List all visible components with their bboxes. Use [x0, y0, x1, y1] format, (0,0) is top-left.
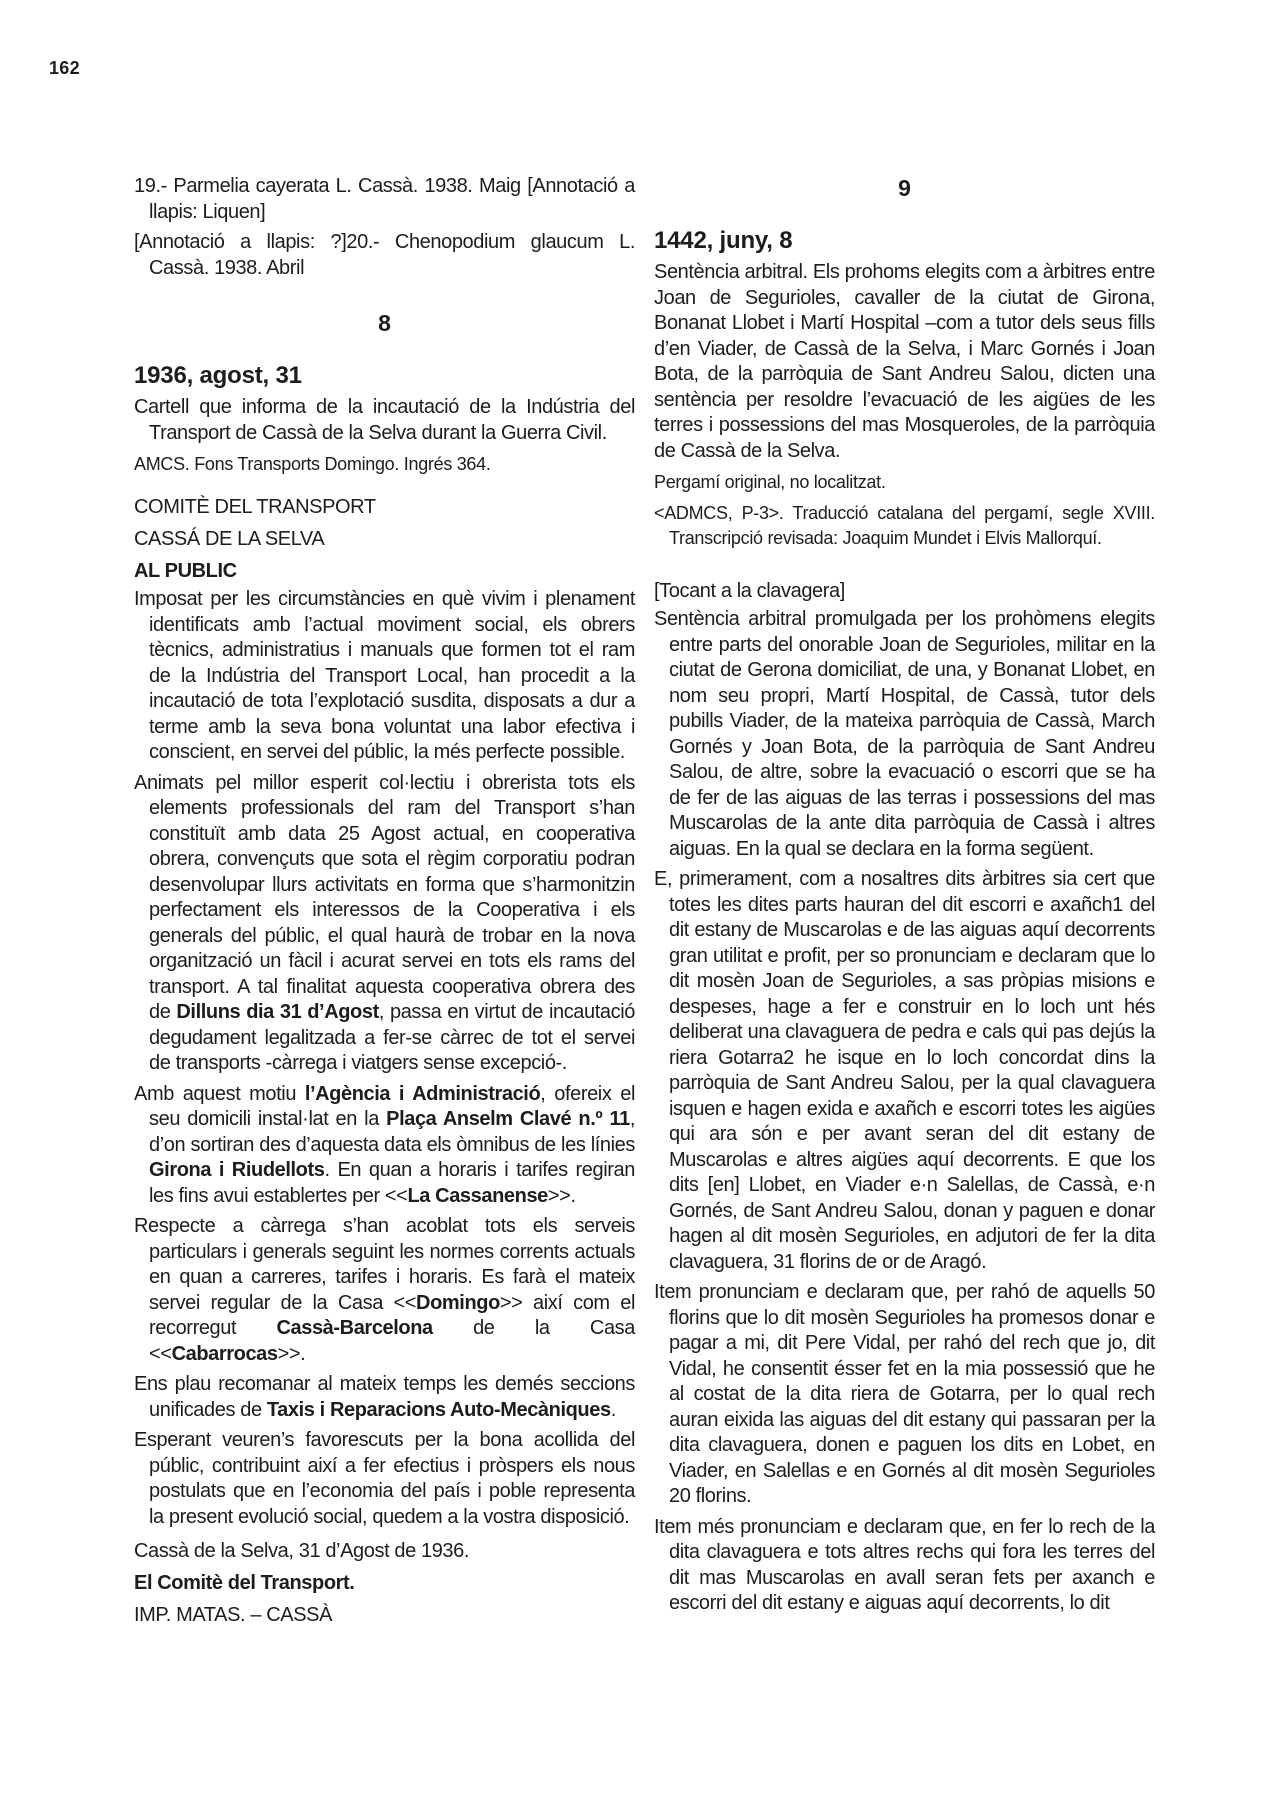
text-run: CASSÁ DE LA SELVA [134, 528, 325, 550]
text-run: Pergamí original, no localitzat. [654, 472, 886, 492]
document-line [134, 523, 635, 555]
paragraph [134, 1082, 635, 1210]
text-run: Cartell que informa de la incautació de la Indústria del Transport de Cassà de la Selva durant la Guerra Civil. [134, 396, 635, 444]
content-columns [134, 174, 1155, 1631]
bold-text-run: Girona i Riudellots [149, 1159, 325, 1181]
source-note [134, 452, 635, 477]
paragraph [654, 867, 1155, 1275]
text-run: Amb aquest motiu [134, 1082, 305, 1105]
bold-text-run: 9 [898, 175, 911, 201]
paragraph [134, 395, 635, 446]
text-run: <ADMCS, P-3>. Traducció catalana del pergamí, segle XVIII. Transcripció revisada: Joaquim Mundet i Elvis Mallorquí. [654, 503, 1155, 548]
document-line [134, 1599, 635, 1631]
paragraph [134, 587, 635, 766]
document-line [134, 1567, 635, 1599]
source-note [654, 470, 1155, 495]
paragraph [654, 607, 1155, 862]
text-run: AMCS. Fons Transports Domingo. Ingrés 364. [134, 454, 491, 474]
text-run: 19.- Parmelia cayerata L. Cassà. 1938. Maig [Annotació a llapis: Liquen] [134, 175, 635, 223]
bold-text-run: La Cassanense [407, 1184, 548, 1207]
text-run: . En quan a horaris i tarifes regiran les fins avui establertes per << [149, 1159, 635, 1207]
text-run: [Annotació a llapis: ?]20.- Chenopodium glaucum L. Cassà. 1938. Abril [134, 231, 635, 279]
paragraph [654, 1515, 1155, 1617]
paragraph [134, 1428, 635, 1530]
text-run: E, primerament, com a nosaltres dits àrbitres sia cert que totes les dites parts hauran del dit escorri e axañch1 del dit estany de Muscarolas e de las aiguas aquí decorrents gran utilitat e profit, per so pronunciam e declaram que lo dit mosèn Joan de Segurioles, a sas pròpias misions e despeses, hage a fer e construir en lo loch unt hés deliberat una clavaguera de pedra e cals qui pas dejús la riera Gotarra2 he isque en lo loch concordat dins la parròquia de Sant Andreu Salou, per la qual clavaguera isquen e hagen exida e axañch e escorri totes les aigües qui ara són e per avant seran del dit estany de Muscarolas e altres aigües aquí decorrents. E que los dits [en] Llobet, en Viader e·n Salellas, de Cassà, e·n Gornés, de Sant Andreu Salou, donan y paguen e donar hagen al dit mosèn Segurioles, en adjutori de fer la dita clavaguera, 31 florins de or de Aragó. [654, 868, 1155, 1273]
page-number: 162 [49, 58, 80, 78]
record-number [134, 309, 635, 337]
text-run: [Tocant a la clavagera] [654, 580, 845, 602]
bold-text-run: Dilluns dia 31 d’Agost [176, 1001, 379, 1023]
text-run: , passa en virtut de incautació degudament legalitzada a fer-se càrrec de tot el servei de transports -càrrega i viatgers sense excepció-. [149, 1001, 635, 1074]
bold-text-run: Domingo [416, 1291, 500, 1314]
paragraph [134, 771, 635, 1077]
text-run: Ens plau recomanar al mateix temps les demés seccions unificades de [134, 1373, 635, 1421]
column-right [654, 174, 1155, 1631]
paragraph [654, 260, 1155, 464]
date-heading [134, 361, 635, 391]
text-run: de la Casa << [149, 1317, 635, 1365]
column-left [134, 174, 635, 1631]
bold-text-run: Plaça Anselm Clavé n.º 11 [386, 1108, 630, 1130]
text-run: Respecte a càrrega s’han acoblat tots els serveis particulars i generals seguint les normes corrents actuals en quan a carreres, tarifes i horaris. Es farà el mateix servei regular de la Casa << [134, 1215, 635, 1314]
bold-text-run: Cabarrocas [171, 1342, 278, 1365]
document-line [654, 575, 1155, 607]
text-run: Item més pronunciam e declaram que, en fer lo rech de la dita clavaguera e tots altres rechs qui fora les terres del dit mas Muscarolas en avall seran fets per axanch e escorri del dit estany e aiguas aquí decorrents, lo dit [654, 1515, 1155, 1614]
bold-text-run: Cassà-Barcelona [276, 1317, 433, 1339]
paragraph [134, 1372, 635, 1423]
paragraph [134, 1214, 635, 1367]
bold-text-run: 1442, juny, 8 [654, 227, 793, 254]
text-run: >> així com el recorregut [149, 1291, 635, 1339]
record-number [654, 174, 1155, 202]
bold-text-run: El Comitè del Transport. [134, 1572, 355, 1594]
text-run: Sentència arbitral. Els prohoms elegits com a àrbitres entre Joan de Segurioles, cavaller de la ciutat de Girona, Bonanat Llobet i Martí Hospital –com a tutor dels seus fills d’en Viader, de Cassà de la Selva, i Marc Gornés i Joan Bota, de la parròquia de Sant Andreu Salou, dicten una sentència per resoldre l’evacuació de les aigües de les terres i possessions del mas Mosqueroles, de la parròquia de Cassà de la Selva. [654, 261, 1155, 462]
text-run: , d’on sortiran des d’aquesta data els òmnibus de les línies [149, 1108, 635, 1156]
text-run: Animats pel millor esperit col·lectiu i obrerista tots els elements professionals del ram del Transport s’han constituït amb data 25 Agost actual, en cooperativa obrera, convençuts que sota el règim corporatiu podran desenvolupar llurs activitats en forma que s’harmonitzin perfectament els interessos de la Cooperativa i els generals del públic, el qual haurà de trobar en la nova organització un fàcil i acurat servei en tots els rams del transport. A tal finalitat aquesta cooperativa obrera des de [134, 771, 635, 1023]
paragraph [134, 174, 635, 225]
date-heading [654, 226, 1155, 256]
text-run: >>. [277, 1342, 306, 1365]
paragraph [654, 1280, 1155, 1510]
bold-text-run: Taxis i Reparacions Auto-Mecàniques [266, 1398, 611, 1421]
text-run: , ofereix el seu domicili instal·lat en la [149, 1082, 635, 1130]
text-run: >>. [547, 1184, 576, 1207]
text-run: Cassà de la Selva, 31 d’Agost de 1936. [134, 1540, 470, 1562]
bold-text-run: 8 [378, 310, 391, 336]
text-run: Item pronunciam e declaram que, per rahó de aquells 50 florins que lo dit mosèn Segurioles ha promesos donar e pagar a mi, dit Pere Vidal, per rahó del rech que jo, dit Vidal, he consentit ésser fet en la mia possessió que he al costat de la dita riera de Gotarra, per lo qual rech auran eixida las aiguas del dit estany qui passaran per la dita clavaguera, donen e paguen los dits en Lobet, en Viader, en Salellas e en Gornés al dit mosèn Segurioles 20 florins. [654, 1281, 1155, 1507]
source-note [654, 501, 1155, 551]
text-run: IMP. MATAS. – CASSÀ [134, 1604, 333, 1626]
paragraph [134, 230, 635, 281]
text-run: . [610, 1398, 616, 1421]
document-line [134, 491, 635, 523]
document-line [134, 1535, 635, 1567]
text-run: Esperant veuren’s favorescuts per la bona acollida del públic, contribuint així a fer efectius i pròspers els nous postulats que en l’economia del país i poble representa la present evolució social, quedem a la vostra disposició. [134, 1429, 635, 1528]
bold-text-run: 1936, agost, 31 [134, 362, 302, 389]
text-run: Imposat per les circumstàncies en què vivim i plenament identificats amb l’actual moviment social, els obrers tècnics, administratius i manuals que formen tot el ram de la Indústria del Transport Local, han procedit a la incautació de tota l’explotació susdita, disposats a dur a terme amb la seva bona voluntat una labor efectiva i conscient, en servei del públic, la més perfecte possible. [134, 588, 635, 763]
bold-text-run: AL PUBLIC [134, 560, 237, 582]
document-line [134, 555, 635, 587]
bold-text-run: l’Agència i Administració [304, 1082, 541, 1105]
text-run: COMITÈ DEL TRANSPORT [134, 496, 376, 518]
text-run: Sentència arbitral promulgada per los prohòmens elegits entre parts del onorable Joan de Segurioles, militar en la ciutat de Gerona domiciliat, de una, y Bonanat Llobet, en nom seu propri, Martí Hospital, de Cassà, tutor dels pubills Viader, de la mateixa parròquia de Cassà, March Gornés y Joan Bota, de la parròquia de Sant Andreu Salou, de altre, sobre la evacuació o escorri que se ha de fer de las aiguas de las terras i possessions del mas Muscarolas de la ante dita parròquia de Cassà i altres aiguas. En la qual se declara en la forma següent. [654, 608, 1155, 860]
